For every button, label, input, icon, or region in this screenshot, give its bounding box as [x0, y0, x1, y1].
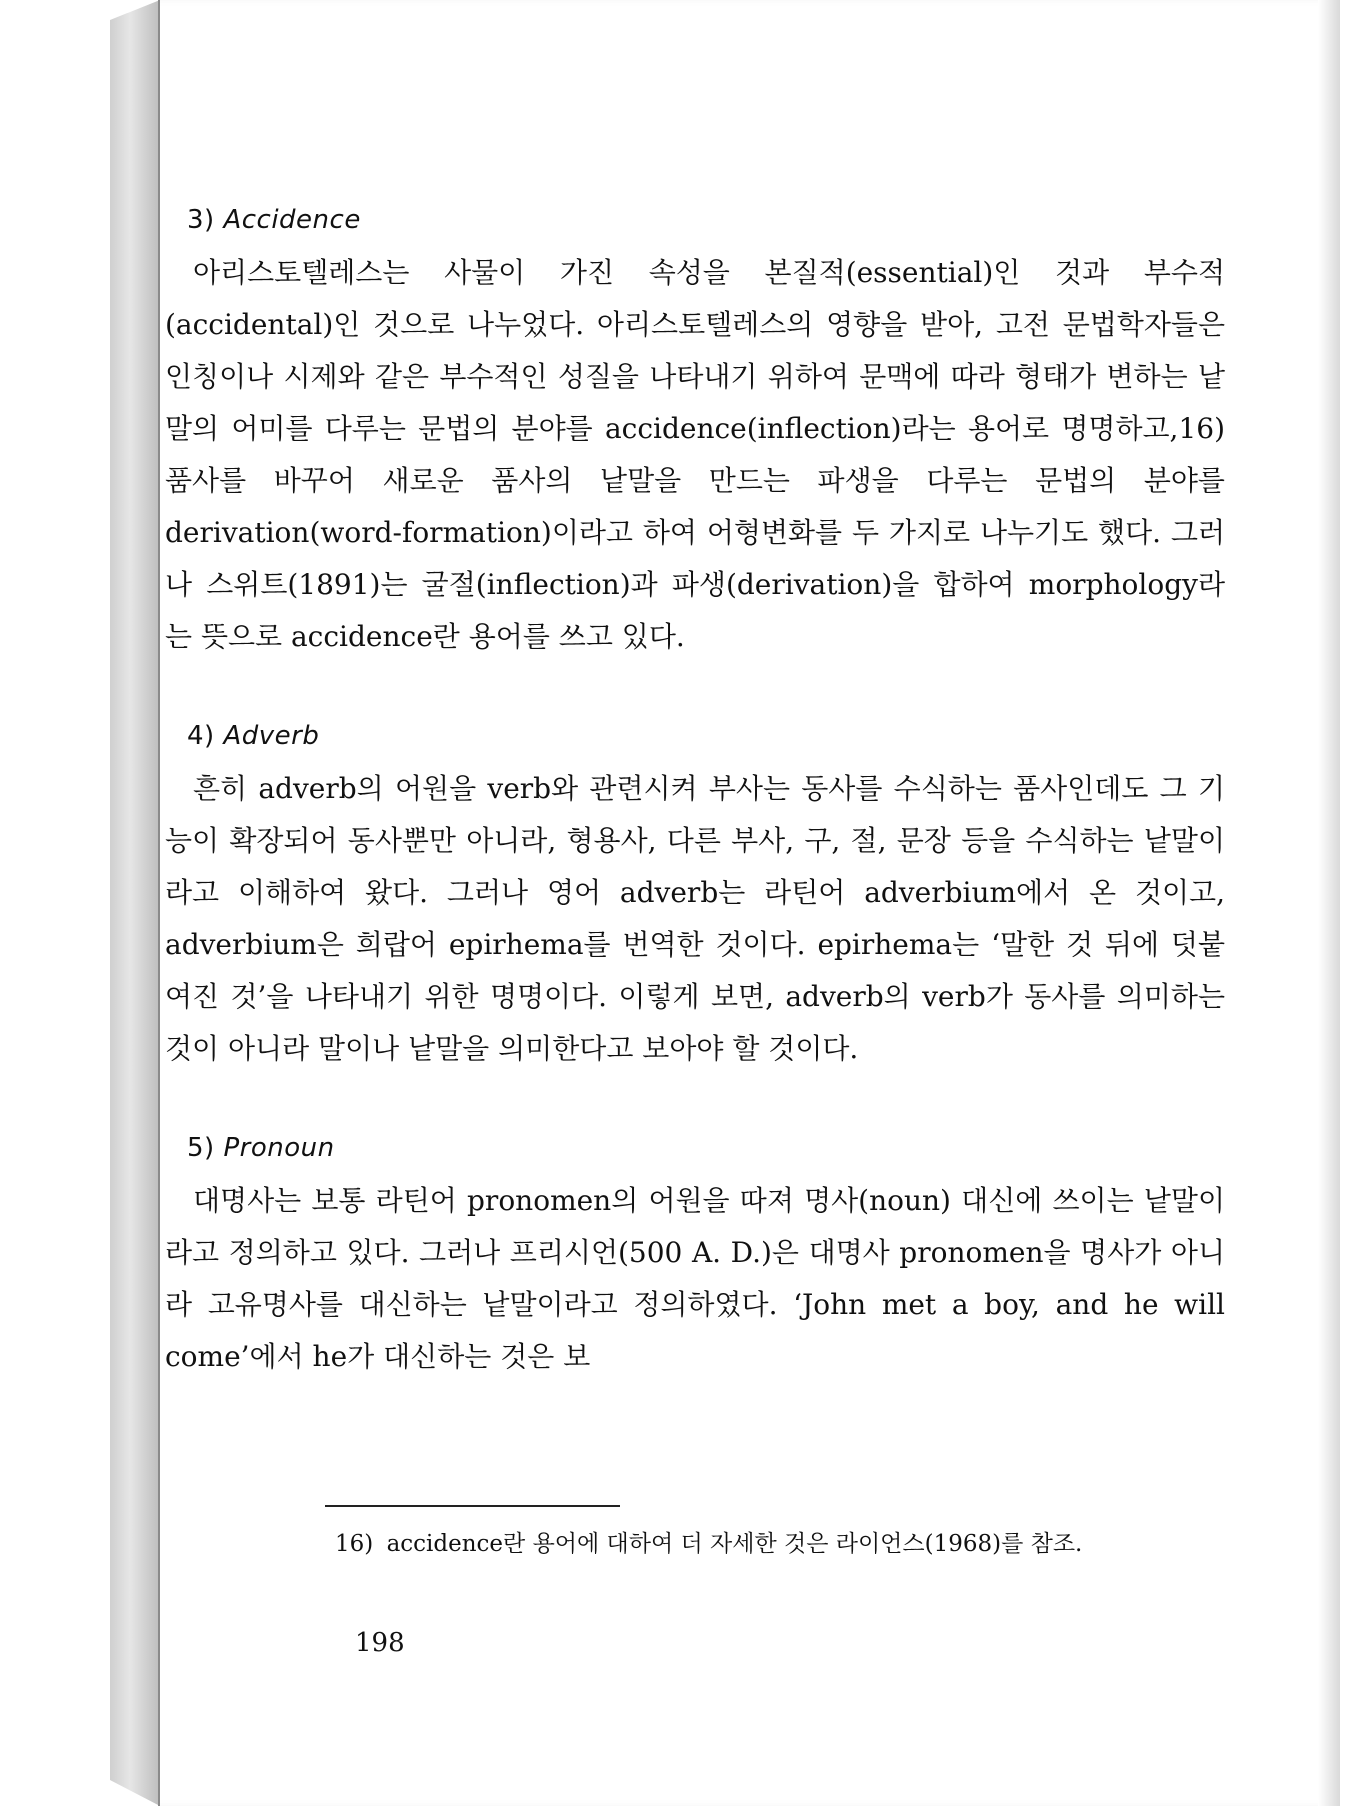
section-adverb	[165, 721, 1225, 1075]
footnote-divider	[325, 1505, 620, 1507]
section-heading	[187, 205, 1225, 235]
section-title: Accidence	[223, 205, 361, 235]
book-spine-edge	[110, 0, 160, 1806]
section-accidence	[165, 205, 1225, 663]
page-right-shade	[1318, 0, 1340, 1806]
footnote-text: accidence란 용어에 대하여 더 자세한 것은 라이언스(1968)를 참조.	[386, 1531, 1083, 1557]
section-number: 5)	[187, 1133, 215, 1163]
section-body: 흔히 adverb의 어원을 verb와 관련시켜 부사는 동사를 수식하는 품사인데도 그 기능이 확장되어 동사뿐만 아니라, 형용사, 다른 부사, 구, 절, 문장 등을 수식하는 낱말이라고 이해하여 왔다. 그러나 영어 adverb는 라틴어 adverbium에서 온 것이고, adverbium은 희랍어 epirhema를 번역한 것이다. epirhema는 ‘말한 것 뒤에 덧붙여진 것’을 나타내기 위한 명명이다. 이렇게 보면, adverb의 verb가 동사를 의미하는 것이 아니라 말이나 낱말을 의미한다고 보아야 할 것이다.	[165, 772, 1225, 1065]
page-content	[165, 205, 1225, 1441]
footnote	[335, 1525, 1235, 1558]
section-number: 4)	[187, 721, 215, 751]
page-number: 198	[355, 1628, 405, 1658]
section-body: 대명사는 보통 라틴어 pronomen의 어원을 따져 명사(noun) 대신에 쓰이는 낱말이라고 정의하고 있다. 그러나 프리시언(500 A. D.)은 대명사 pronomen을 명사가 아니라 고유명사를 대신하는 낱말이라고 정의하였다. ‘John met a boy, and he will come’에서 he가 대신하는 것은 보	[165, 1184, 1225, 1373]
section-heading	[187, 1133, 1225, 1163]
footnote-number: 16)	[335, 1531, 374, 1557]
section-heading	[187, 721, 1225, 751]
section-title: Pronoun	[223, 1133, 335, 1163]
section-title: Adverb	[223, 721, 320, 751]
section-pronoun	[165, 1133, 1225, 1383]
section-body: 아리스토텔레스는 사물이 가진 속성을 본질적(essential)인 것과 부수적(accidental)인 것으로 나누었다. 아리스토텔레스의 영향을 받아, 고전 문법학자들은 인칭이나 시제와 같은 부수적인 성질을 나타내기 위하여 문맥에 따라 형태가 변하는 낱말의 어미를 다루는 문법의 분야를 accidence(inflection)라는 용어로 명명하고,16) 품사를 바꾸어 새로운 품사의 낱말을 만드는 파생을 다루는 문법의 분야를 derivation(word-formation)이라고 하여 어형변화를 두 가지로 나누기도 했다. 그러나 스위트(1891)는 굴절(inflection)과 파생(derivation)을 합하여 morphology라는 뜻으로 accidence란 용어를 쓰고 있다.	[165, 256, 1225, 653]
section-number: 3)	[187, 205, 215, 235]
